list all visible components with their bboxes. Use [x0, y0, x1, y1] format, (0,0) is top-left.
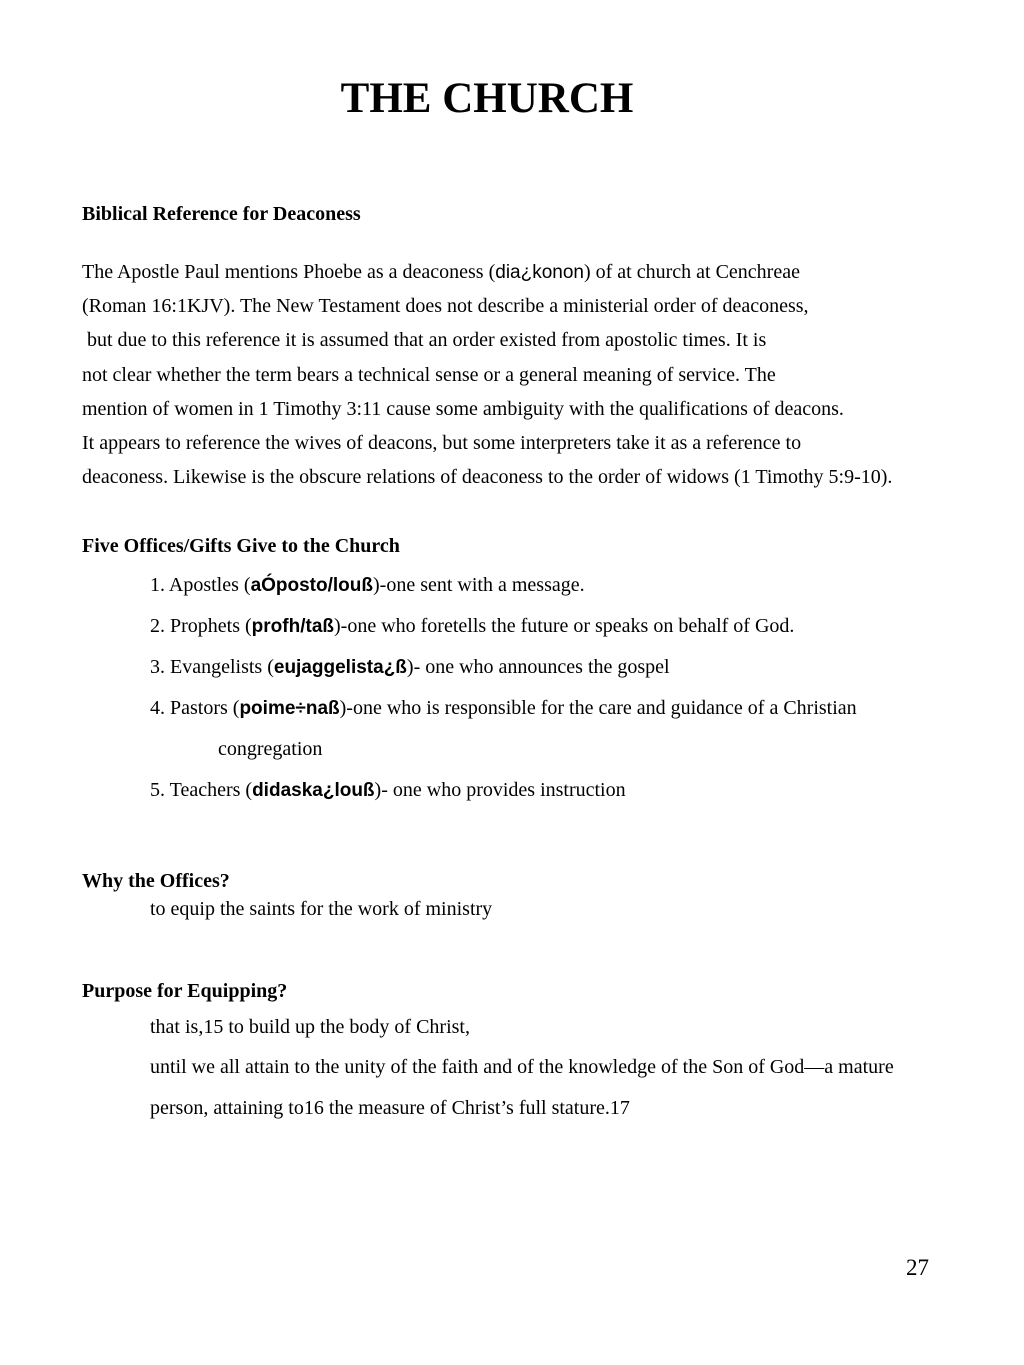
- section-heading-offices: Five Offices/Gifts Give to the Church: [82, 535, 400, 557]
- text-run: 1. Apostles (: [150, 574, 251, 596]
- office-list-item: [150, 656, 670, 679]
- text-run: 5. Teachers (: [150, 779, 253, 801]
- text-run: )-one who is responsible for the care and guidance of a Christian: [339, 697, 857, 719]
- text-run: )- one who provides instruction: [374, 779, 626, 801]
- office-list-item: [150, 697, 857, 720]
- greek-term: aÓposto/louß: [250, 575, 373, 596]
- why-offices-text: to equip the saints for the work of ministry: [150, 898, 493, 920]
- section-heading-purpose: Purpose for Equipping?: [82, 980, 288, 1002]
- purpose-line: until we all attain to the unity of the faith and of the knowledge of the Son of God—a mature: [150, 1056, 894, 1078]
- section-heading-why-offices: Why the Offices?: [82, 870, 230, 892]
- office-list-item: [150, 574, 585, 597]
- greek-term: profh/taß: [251, 616, 334, 637]
- office-list-item-continuation: congregation: [218, 738, 323, 760]
- text-run: 3. Evangelists (: [150, 656, 274, 678]
- page-title: THE CHURCH: [340, 75, 634, 122]
- text-run: 4. Pastors (: [150, 697, 240, 719]
- page-number: 27: [906, 1255, 929, 1280]
- office-list-item: [150, 779, 626, 802]
- greek-term: poime÷naß: [239, 698, 340, 719]
- deaconess-paragraph-line: It appears to reference the wives of deacons, but some interpreters take it as a reference to: [82, 432, 802, 454]
- deaconess-paragraph-line: (Roman 16:1KJV). The New Testament does not describe a ministerial order of deaconess,: [82, 295, 809, 317]
- text-run: The Apostle Paul mentions Phoebe as a deaconess (: [82, 261, 496, 283]
- deaconess-paragraph-line: deaconess. Likewise is the obscure relations of deaconess to the order of widows (1 Timothy 5:9-10).: [82, 466, 893, 488]
- text-run: )-one sent with a message.: [373, 574, 585, 596]
- deaconess-paragraph-line: mention of women in 1 Timothy 3:11 cause some ambiguity with the qualifications of deacons.: [82, 398, 844, 420]
- text-run: )- one who announces the gospel: [406, 656, 670, 678]
- greek-term: eujaggelista¿ß: [273, 657, 407, 678]
- deaconess-paragraph-line: [82, 261, 800, 284]
- text-run: )-one who foretells the future or speaks on behalf of God.: [334, 615, 795, 637]
- greek-term: didaska¿louß: [252, 780, 375, 801]
- text-run: ) of at church at Cenchreae: [583, 261, 800, 283]
- purpose-line: that is,15 to build up the body of Christ,: [150, 1016, 470, 1038]
- text-run: 2. Prophets (: [150, 615, 252, 637]
- deaconess-paragraph-line: but due to this reference it is assumed that an order existed from apostolic times. It is: [82, 329, 767, 351]
- greek-term: dia¿konon: [495, 262, 584, 283]
- purpose-line: person, attaining to16 the measure of Christ’s full stature.17: [150, 1097, 630, 1119]
- office-list-item: [150, 615, 794, 638]
- section-heading-deaconess: Biblical Reference for Deaconess: [82, 203, 361, 225]
- deaconess-paragraph-line: not clear whether the term bears a technical sense or a general meaning of service. The: [82, 364, 776, 386]
